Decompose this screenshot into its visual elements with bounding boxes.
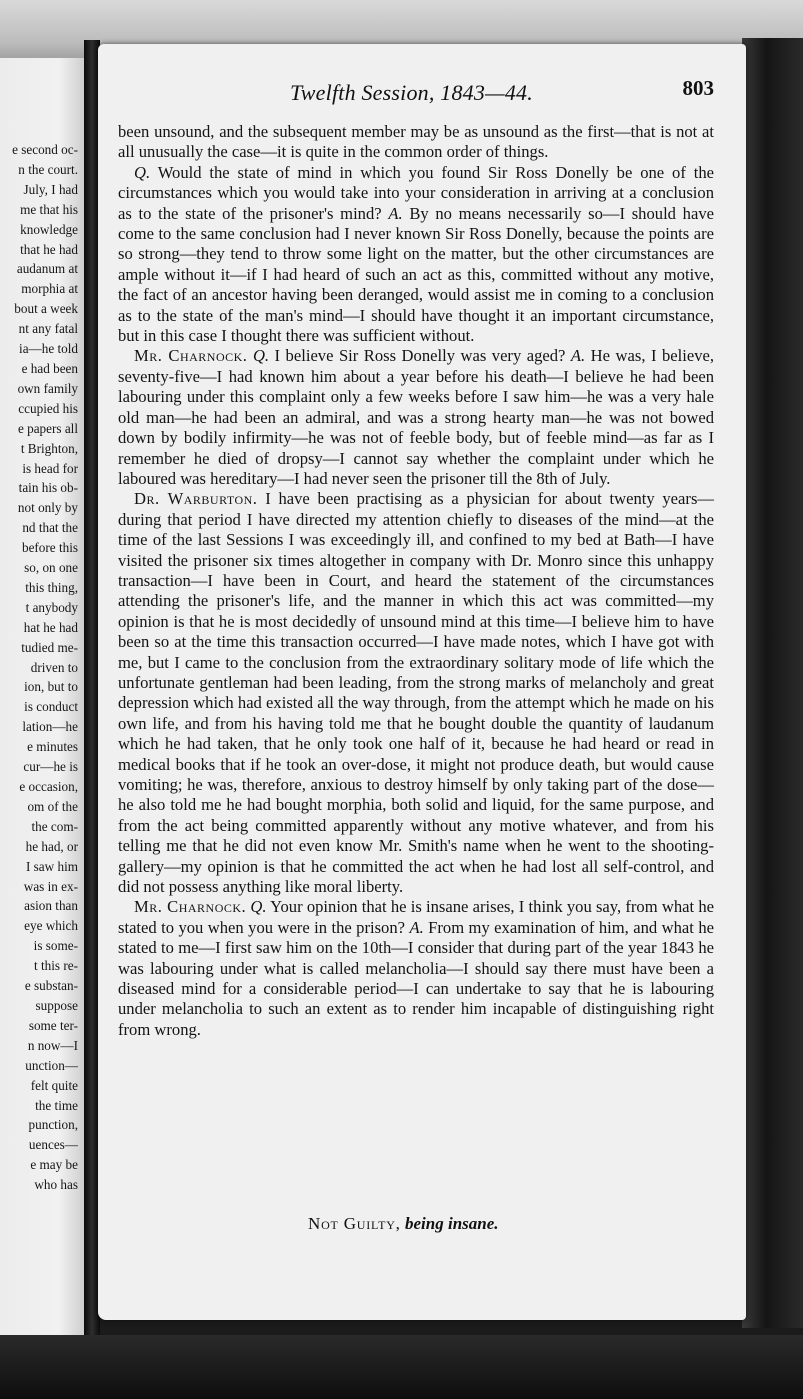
facing-page-line: is some- — [33, 938, 78, 954]
facing-page-line: July, I had — [23, 181, 78, 197]
facing-page-line: hat he had — [23, 619, 78, 635]
facing-page-line: tain his ob- — [18, 480, 78, 496]
facing-page-line: knowledge — [20, 221, 78, 237]
facing-page-line: me that his — [20, 201, 78, 217]
facing-page-line: e had been — [21, 360, 78, 376]
facing-page-line: uences— — [28, 1137, 78, 1153]
facing-page-line: is conduct — [24, 699, 78, 715]
facing-page-line: eye which — [24, 918, 78, 934]
facing-page-line: morphia at — [21, 281, 78, 297]
facing-page-line: e second oc- — [12, 142, 78, 157]
facing-page-line: that he had — [20, 241, 78, 257]
facing-page-line: so, on one — [24, 560, 78, 576]
facing-page-line: om of the — [27, 798, 78, 814]
facing-page-line: e occasion, — [19, 779, 78, 794]
verdict-main: Not Guilty, — [308, 1214, 401, 1233]
question-label: Q. — [250, 897, 267, 917]
speaker-name: Mr. Charnock. — [134, 897, 247, 917]
facing-page-line: who has — [34, 1177, 78, 1193]
paragraph-continuation — [118, 122, 714, 163]
facing-page-line: nt any fatal — [18, 321, 78, 337]
facing-page-line: cur—he is — [23, 759, 78, 775]
scan-background-bottom — [0, 1335, 803, 1399]
facing-page-line: suppose — [35, 997, 78, 1013]
question-text: Your opinion that he is insane arises, I think you say, from what he stated to you when you were in the prison? — [118, 897, 714, 937]
facing-page-fragment — [0, 58, 84, 1348]
speaker-name: Mr. Charnock. — [134, 346, 248, 366]
facing-page-line: was in ex- — [23, 878, 78, 894]
facing-page-line: e papers all — [17, 420, 78, 436]
facing-page-line: own family — [17, 380, 78, 396]
facing-page-line: the time — [35, 1097, 78, 1113]
facing-page-line: felt quite — [30, 1077, 78, 1093]
facing-page-line: audanum at — [16, 261, 78, 277]
facing-page-line: asion than — [24, 898, 78, 914]
running-head: Twelfth Session, 1843—44. — [290, 80, 533, 105]
facing-page-line: the com- — [31, 818, 78, 834]
question-label: Q. — [134, 162, 151, 182]
paragraph-text: been unsound, and the subsequent member may be as unsound as the first—that is not at all unusually the case—it is quite in the common order of things. — [118, 122, 714, 162]
answer-label: A. — [388, 203, 403, 223]
answer-label: A. — [409, 917, 424, 937]
page-number: 803 — [682, 76, 714, 100]
facing-page-line: t anybody — [25, 599, 78, 615]
testimony-text: I have been practising as a physician for about twenty years—during that period I have directed my attention chiefly to diseases of the mind—at the time of the last Sessions I was exceedingly ill, and confined to my bed at Bath—I have visited the prisoner six times altogether in company with Dr. Monro since this unhappy transaction—I have been in Court, and heard the statement of the circumstances attending the prisoner's life, and the manner in which this act was committed—my opinion is that he is most decidedly of unsound mind at this time—I believe him to have been so at the time this transaction occurred—I have made notes, which I have got with me, but I came to the conclusion from the extraordinary solitary mode of life which the unfortunate gentleman had been leading, from the strong marks of melancholy and great depression which had existed all the way through, from the attempt which he made on his own life, and from his having told me that he bought double the quantity of laudanum which he had taken, that he only took one half of it, because he had heard or read in medical books that if he took an over-dose, it might not produce death, but would cause vomiting; he was, therefore, anxious to destroy himself by only taking part of the dose—he also told me he had bought morphia, both solid and liquid, for the same purpose, and from the act being committed apparently without any motive whatever, and from his telling me that he did not even know Mr. Smith's name when he went to the shooting-gallery—my opinion is that he committed the act when he had lost all self-control, and did not possess anything like moral liberty. — [118, 489, 714, 897]
speaker-name: Dr. Warburton. — [134, 489, 258, 509]
answer-text: By no means necessarily so—I should have come to the same conclusion had I never known Sir Ross Donelly, because the points are so strong—they tend to throw some light on the matter, but the other circumstances are ample without it—if I had heard of such an act as this, committed without any motive, the fact of an ancestor having been deranged, would assist me in coming to a conclusion as to the state of the man's mind—I should have thought it an important circumstance, but in this case I thought there was sufficient without. — [118, 203, 714, 346]
body-text — [118, 122, 714, 1040]
facing-page-line: unction— — [25, 1057, 78, 1073]
facing-page-line: ia—he told — [19, 341, 78, 357]
facing-page-line: he had, or — [25, 838, 78, 854]
facing-page-line: t Brighton, — [20, 440, 78, 456]
facing-page-line: e minutes — [27, 739, 78, 755]
facing-page-line: some ter- — [28, 1017, 78, 1033]
facing-page-line: t this re- — [34, 958, 78, 974]
answer-text: He was, I believe, seventy-five—I had known him about a year before his death—I believe he had been labouring under this complaint only a few weeks before I saw him—he was a very hale old man—he had been an admiral, and was a strong hearty man—he was not bowed down by bodily infirmity—he was not of feeble body, but of feeble mind—as far as I remember he died of dropsy—I cannot say whether the complaint under which he laboured was hereditary—I had never seen the prisoner till the 8th of July. — [118, 346, 715, 488]
question-label: Q. — [252, 346, 270, 366]
facing-page-line: punction, — [28, 1117, 78, 1133]
facing-page-line: this thing, — [25, 579, 78, 595]
facing-page-line: ccupied his — [18, 400, 78, 416]
paragraph-warburton — [118, 489, 714, 897]
facing-page-line: n the court. — [18, 161, 78, 177]
paragraph-charnock-1 — [118, 346, 714, 489]
facing-page-line: bout a week — [14, 301, 78, 317]
book-page — [98, 44, 746, 1320]
facing-page-line: I saw him — [25, 858, 78, 874]
facing-page-line: e may be — [30, 1157, 78, 1173]
facing-page-line: nd that the — [22, 520, 78, 536]
facing-page-line: lation—he — [22, 719, 78, 735]
facing-page-line: before this — [21, 540, 78, 556]
paragraph-charnock-2 — [118, 897, 714, 1040]
answer-label: A. — [570, 346, 586, 366]
facing-page-line: e substan- — [24, 978, 78, 994]
facing-page-line: tudied me- — [21, 639, 78, 655]
answer-text: From my examination of him, and what he stated to me—I first saw him on the 10th—I consider that during part of the year 1843 he was labouring under what is called melancholia—I should say there must have been a diseased mind for a considerable period—I can undertake to say that he is labouring under melancholia to such an extent as to render him incapable of distinguishing right from wrong. — [118, 917, 714, 1039]
facing-page-lines — [0, 140, 78, 1195]
verdict — [308, 1214, 499, 1234]
verdict-qualifier: being insane. — [405, 1214, 499, 1233]
page-header — [98, 76, 746, 106]
facing-page-line: ion, but to — [24, 679, 78, 695]
facing-page-line: not only by — [17, 500, 78, 516]
facing-page-line: is head for — [22, 460, 78, 476]
paragraph-question — [118, 163, 714, 347]
facing-page-line: n now—I — [27, 1037, 78, 1053]
question-text: Would the state of mind in which you found Sir Ross Donelly be one of the circumstances which you would take into your consideration in arriving at a conclusion as to the state of the prisoner's mind? — [118, 162, 714, 223]
page-edge-shadow — [742, 38, 803, 1328]
facing-page-line: driven to — [30, 659, 78, 675]
question-text: I believe Sir Ross Donelly was very aged? — [269, 346, 571, 366]
